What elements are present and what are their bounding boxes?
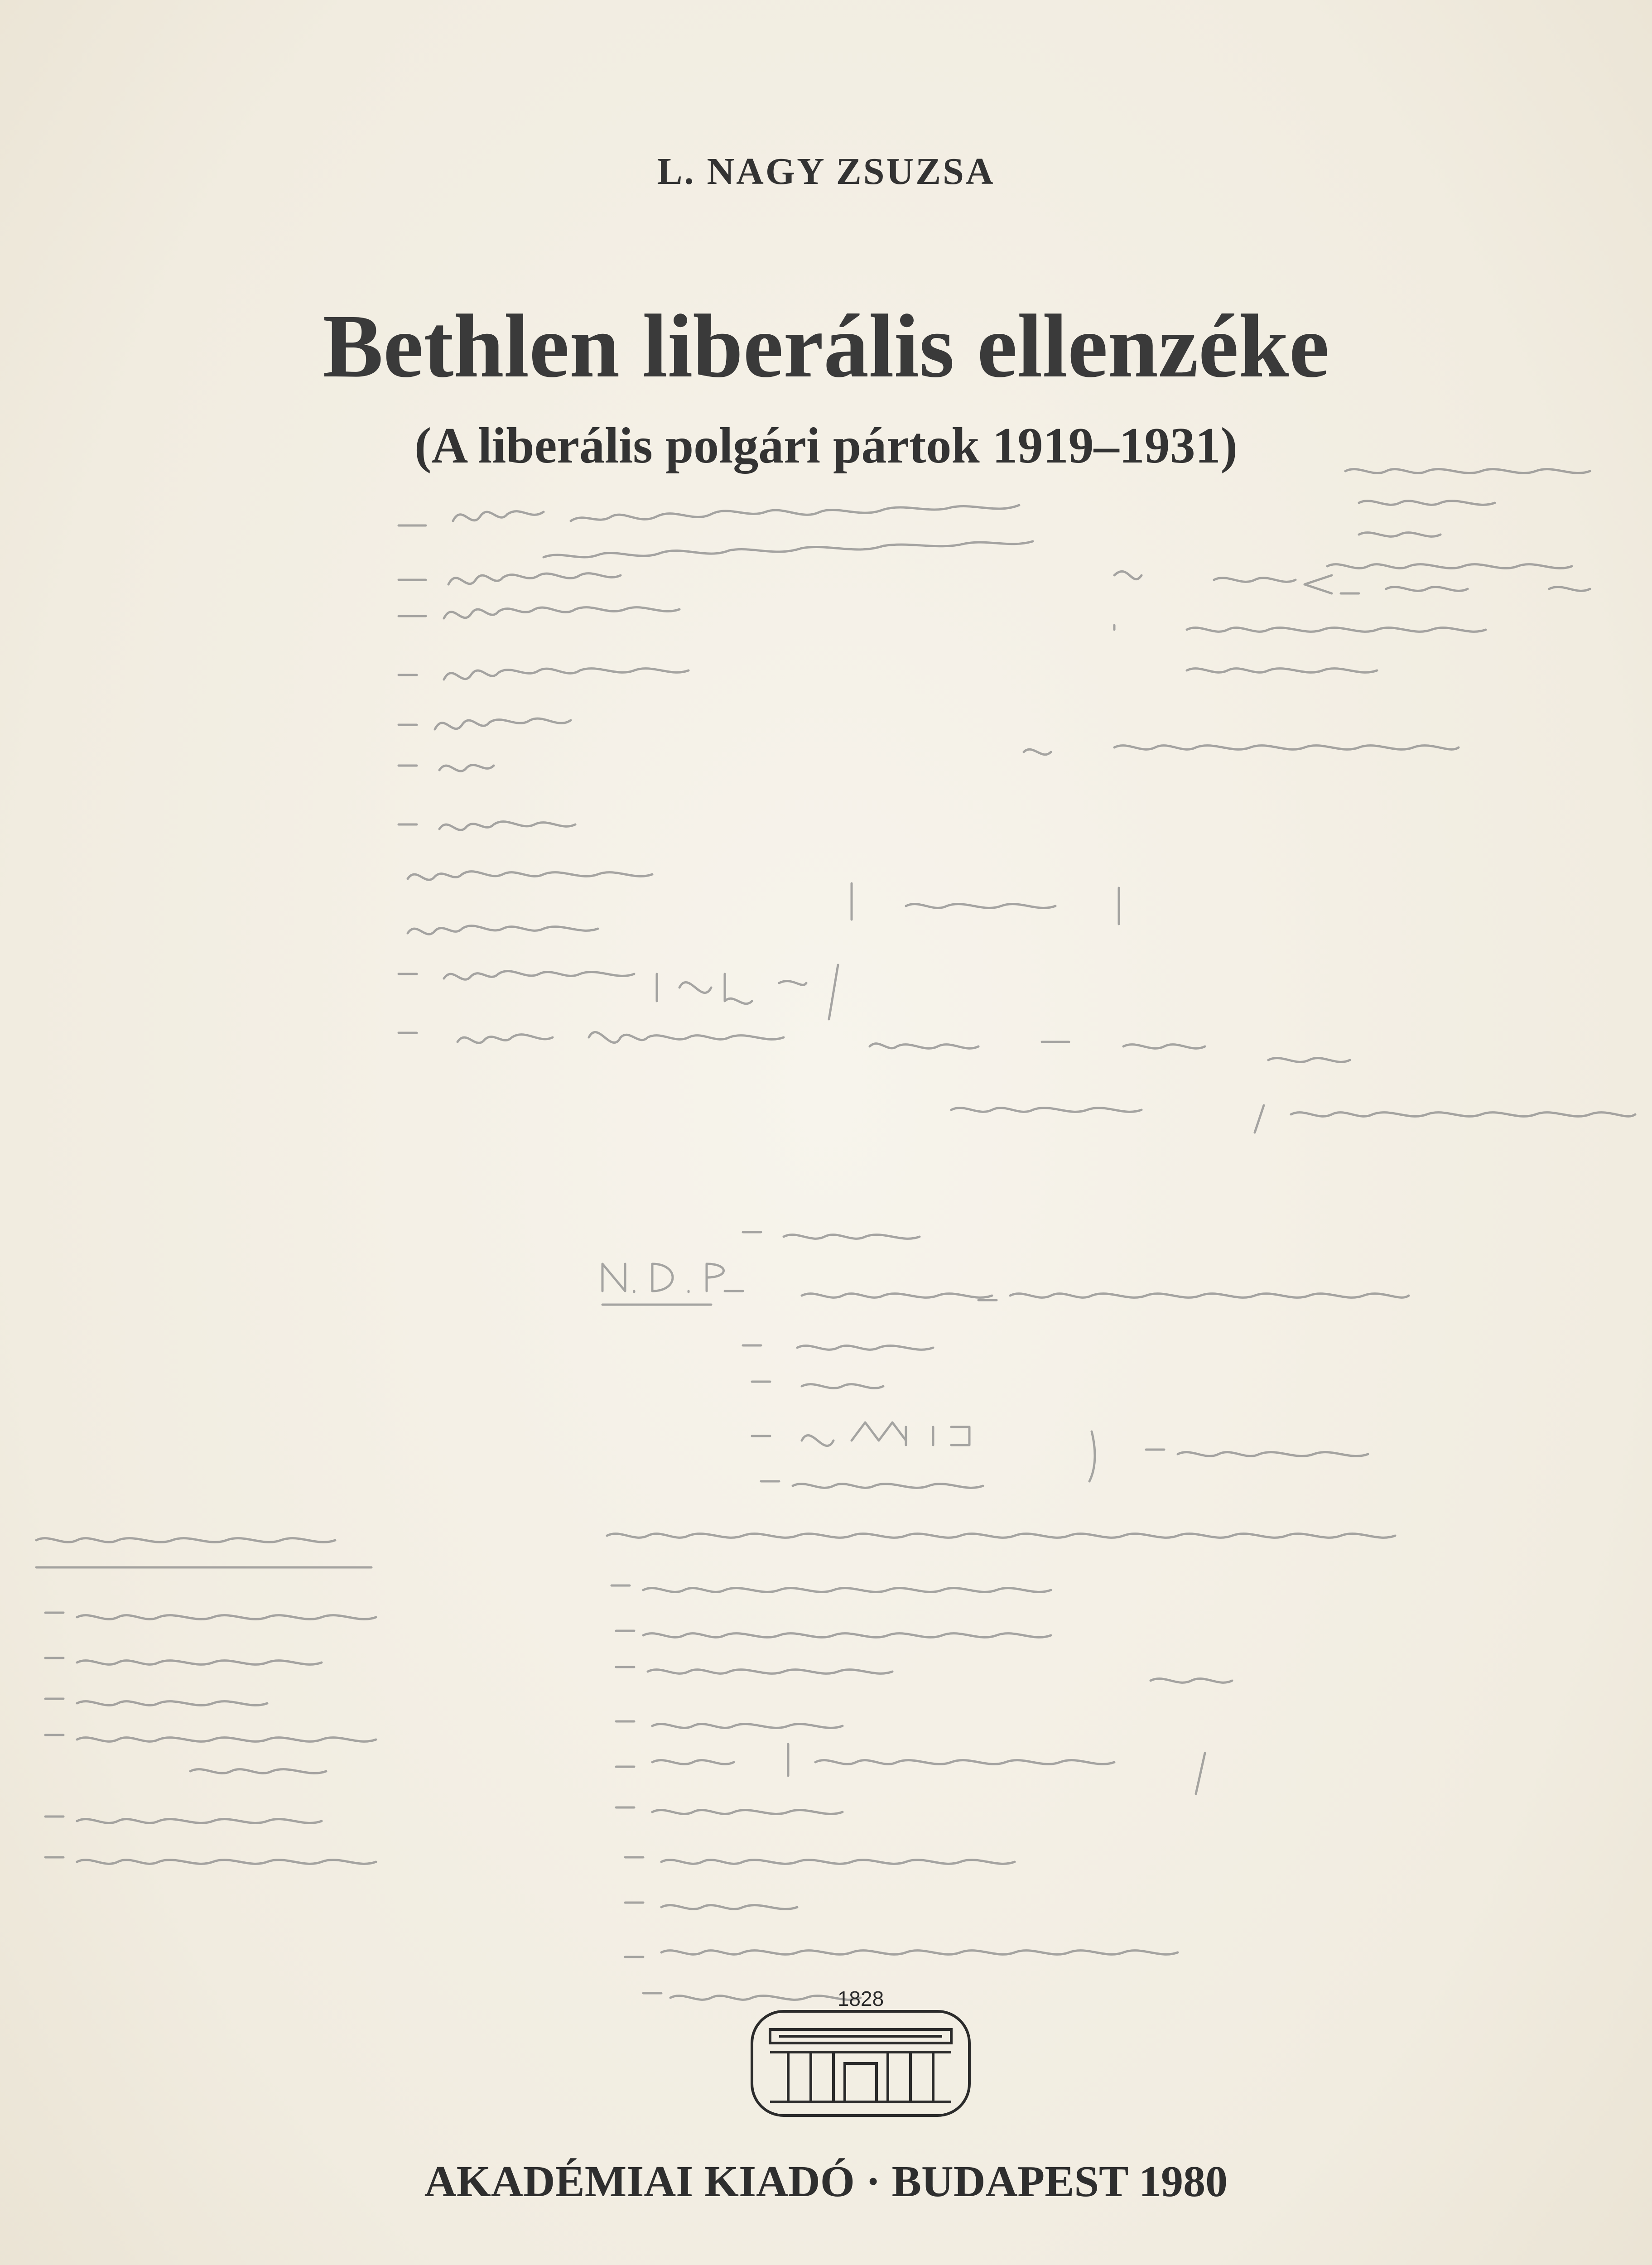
logo-year: 1828 <box>837 1987 884 2010</box>
book-title: Bethlen liberális ellenzéke <box>323 296 1329 396</box>
author-name: L. NAGY ZSUZSA <box>657 150 995 193</box>
publisher-line: AKADÉMIAI KIADÓ · BUDAPEST 1980 <box>424 2157 1228 2206</box>
academy-building-icon <box>743 1984 978 2120</box>
book-subtitle: (A liberális polgári pártok 1919–1931) <box>414 418 1238 474</box>
